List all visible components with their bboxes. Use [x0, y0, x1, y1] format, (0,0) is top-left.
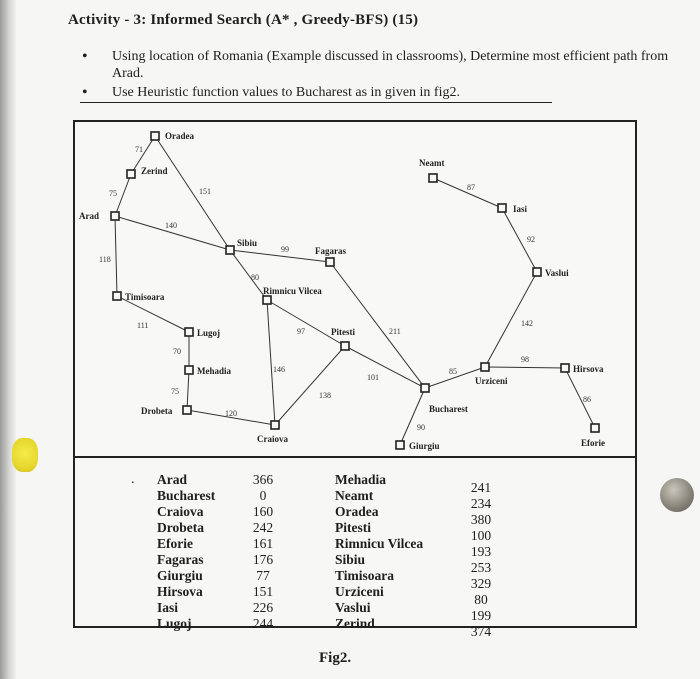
city-label-drobeta: Drobeta — [141, 406, 173, 416]
heuristic-city: Drobeta — [157, 520, 204, 535]
heuristic-value: 100 — [470, 528, 492, 543]
heuristic-city: Eforie — [157, 536, 193, 551]
city-node-mehadia — [185, 366, 193, 374]
heuristic-city: Giurgiu — [157, 568, 203, 583]
city-node-pitesti — [341, 342, 349, 350]
distance-sibiu-fagaras: 99 — [281, 245, 289, 254]
city-node-neamt — [429, 174, 437, 182]
city-node-drobeta — [183, 406, 191, 414]
distance-zerind-arad: 75 — [109, 189, 117, 198]
city-node-bucharest — [421, 384, 429, 392]
figure-caption: Fig2. — [319, 650, 352, 666]
distance-labels — [99, 145, 591, 432]
heuristic-table — [73, 456, 637, 639]
city-label-craiova: Craiova — [257, 434, 288, 444]
heuristic-value: 176 — [252, 552, 274, 567]
city-label-pitesti: Pitesti — [331, 327, 355, 337]
city-label-arad: Arad — [79, 211, 99, 221]
heuristic-city: Craiova — [157, 504, 204, 519]
distance-lugoj-mehadia: 70 — [173, 347, 181, 356]
heuristic-value: 253 — [470, 560, 492, 575]
heuristic-city: Mehadia — [335, 472, 387, 487]
distance-craiova-pitesti: 138 — [319, 391, 331, 400]
city-label-neamt: Neamt — [419, 158, 445, 168]
heuristic-value: 199 — [470, 608, 492, 623]
city-node-giurgiu — [396, 441, 404, 449]
heuristic-city: Neamt — [335, 488, 374, 503]
heuristic-city: Timisoara — [335, 568, 395, 583]
city-node-vaslui — [533, 268, 541, 276]
map-roads — [115, 136, 595, 445]
romania-map — [73, 120, 637, 459]
city-node-zerind — [127, 170, 135, 178]
city-label-bucharest: Bucharest — [429, 404, 468, 414]
road-oradea-sibiu — [155, 136, 230, 250]
road-zerind-arad — [115, 174, 131, 216]
distance-rimnicu-pitesti: 97 — [297, 327, 305, 336]
table-mark: . — [131, 472, 135, 487]
city-label-sibiu: Sibiu — [237, 238, 258, 248]
road-bucharest-giurgiu — [400, 388, 425, 445]
road-rimnicu-craiova — [267, 300, 275, 425]
heuristic-city-column-right — [335, 472, 423, 632]
instructions-list — [80, 48, 690, 105]
city-label-hirsova: Hirsova — [573, 364, 604, 374]
distance-fagaras-bucharest: 211 — [389, 327, 401, 336]
distance-urziceni-hirsova: 98 — [521, 355, 529, 364]
city-node-urziceni — [481, 363, 489, 371]
heuristic-city: Hirsova — [157, 584, 203, 599]
distance-sibiu-rimnicu: 80 — [251, 273, 259, 282]
road-sibiu-rimnicu — [230, 250, 267, 300]
city-node-lugoj — [185, 328, 193, 336]
distance-iasi-neamt: 87 — [467, 183, 475, 192]
distance-mehadia-drobeta: 75 — [171, 387, 179, 396]
distance-pitesti-bucharest: 101 — [367, 373, 379, 382]
heuristic-value: 374 — [470, 624, 492, 639]
tape-marker — [12, 438, 38, 472]
heuristic-value: 380 — [470, 512, 492, 527]
heuristic-value: 234 — [470, 496, 492, 511]
heuristic-value: 226 — [252, 600, 274, 615]
heuristic-city: Urziceni — [335, 584, 384, 599]
heuristic-value: 366 — [252, 472, 274, 487]
heuristic-value-column-left — [243, 472, 283, 632]
heuristic-value: 0 — [259, 488, 267, 503]
city-node-craiova — [271, 421, 279, 429]
distance-rimnicu-craiova: 146 — [273, 365, 285, 374]
heuristic-city: Rimnicu Vilcea — [335, 536, 424, 551]
city-label-eforie: Eforie — [581, 438, 605, 448]
heuristic-city: Pitesti — [335, 520, 371, 535]
heuristic-city: Oradea — [335, 504, 379, 519]
distance-arad-sibiu: 140 — [165, 221, 177, 230]
city-node-fagaras — [326, 258, 334, 266]
city-node-eforie — [591, 424, 599, 432]
road-craiova-pitesti — [275, 346, 345, 425]
city-node-rimnicu — [263, 296, 271, 304]
heuristic-city: Vaslui — [335, 600, 371, 615]
city-label-oradea: Oradea — [165, 131, 194, 141]
heuristic-value: 160 — [252, 504, 274, 519]
heuristic-value: 161 — [252, 536, 274, 551]
city-label-iasi: Iasi — [513, 204, 528, 214]
heuristic-value-column-right — [463, 480, 499, 640]
city-node-iasi — [498, 204, 506, 212]
heuristic-city-column-left — [157, 472, 215, 632]
distance-vaslui-iasi: 92 — [527, 235, 535, 244]
city-node-arad — [111, 212, 119, 220]
heuristic-value: 241 — [470, 480, 492, 495]
city-label-lugoj: Lugoj — [197, 328, 221, 338]
city-node-timisoara — [113, 292, 121, 300]
city-label-urziceni: Urziceni — [475, 376, 508, 386]
heuristic-value: 242 — [252, 520, 274, 535]
distance-oradea-sibiu: 151 — [199, 187, 211, 196]
city-label-rimnicu: Rimnicu Vilcea — [263, 286, 322, 296]
distance-arad-timisoara: 118 — [99, 255, 111, 264]
road-urziceni-hirsova — [485, 367, 565, 368]
worksheet-page — [16, 0, 700, 679]
heuristic-city: Arad — [157, 472, 187, 487]
city-label-timisoara: Timisoara — [125, 292, 165, 302]
activity-title: Activity - 3: Informed Search (A* , Greedy-BFS) (15) — [68, 12, 419, 28]
distance-bucharest-urziceni: 85 — [449, 367, 457, 376]
distance-urziceni-vaslui: 142 — [521, 319, 533, 328]
push-pin — [660, 478, 694, 512]
distance-timisoara-lugoj: 111 — [137, 321, 149, 330]
heuristic-city: Fagaras — [157, 552, 204, 567]
city-node-oradea — [151, 132, 159, 140]
city-label-mehadia: Mehadia — [197, 366, 232, 376]
road-fagaras-bucharest — [330, 262, 425, 388]
distance-oradea-zerind: 71 — [135, 145, 143, 154]
city-label-fagaras: Fagaras — [315, 246, 346, 256]
city-label-giurgiu: Giurgiu — [409, 441, 440, 451]
city-node-hirsova — [561, 364, 569, 372]
city-label-vaslui: Vaslui — [545, 268, 569, 278]
heuristic-value: 193 — [470, 544, 492, 559]
city-label-zerind: Zerind — [141, 166, 168, 176]
heuristic-value: 329 — [470, 576, 492, 591]
distance-drobeta-craiova: 120 — [225, 409, 237, 418]
heuristic-value: 77 — [256, 568, 270, 583]
city-node-sibiu — [226, 246, 234, 254]
heuristic-city: Bucharest — [157, 488, 216, 503]
distance-hirsova-eforie: 86 — [583, 395, 591, 404]
heuristic-city: Lugoj — [157, 616, 192, 631]
road-pitesti-bucharest — [345, 346, 425, 388]
instruction-item: • Using location of Romania (Example discussed in classrooms), Determine most efficient path from Arad. — [80, 48, 690, 82]
road-mehadia-drobeta — [187, 370, 189, 410]
heuristic-city: Sibiu — [335, 552, 366, 567]
road-rimnicu-pitesti — [267, 300, 345, 346]
binder-edge — [0, 0, 16, 679]
heuristic-value: 244 — [252, 616, 274, 631]
instruction-item: • Use Heuristic function values to Bucharest as in given in fig2. — [80, 84, 552, 103]
distance-bucharest-giurgiu: 90 — [417, 423, 425, 432]
heuristic-city: Zerind — [335, 616, 375, 631]
road-arad-timisoara — [115, 216, 117, 296]
heuristic-value: 151 — [252, 584, 274, 599]
heuristic-value: 80 — [474, 592, 488, 607]
heuristic-city: Iasi — [157, 600, 179, 615]
romania-map-graph — [75, 122, 635, 457]
